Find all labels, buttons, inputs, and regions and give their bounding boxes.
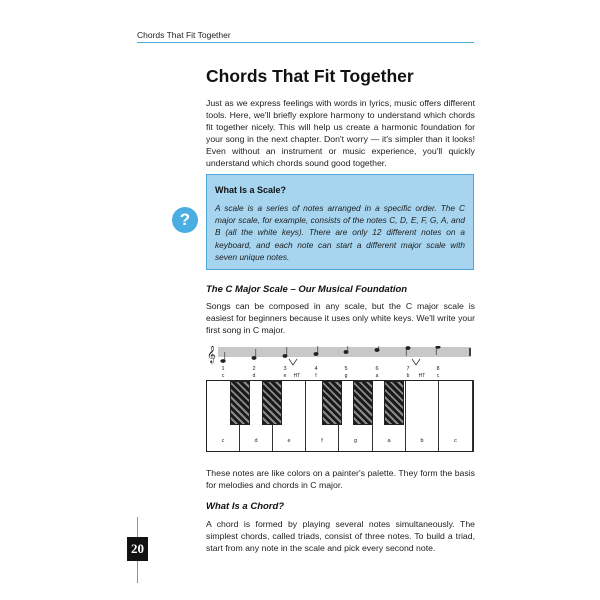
running-head: Chords That Fit Together [137,30,231,40]
intro-paragraph: Just as we express feelings with words in lyrics, music offers different tools. Here, we'll briefly explore harmony to understand which chords fit together nicely. This will help us create a harmonic foundation for your song in the next chapter. Don't worry — it's simpler than it looks! Even without an instrument or music experience, you'll quickly understand which chords sound good together. [206,98,475,168]
scale-box-text: A scale is a series of notes arranged in a specific order. The C major scale, for example, consists of the notes C, D, E, F, G, A, and B (all the white keys). There are only 12 different notes on a keyboard, and each note can start a different major scale with seven unique notes. [215,203,465,262]
note-b [406,347,410,350]
key-label-a: a [387,438,391,444]
white-key-b [406,381,439,451]
degree-4: 4 [314,366,318,372]
piano-keyboard [206,380,474,452]
half-tone-label-2: HT [418,373,426,379]
black-key-g-sharp [353,381,373,425]
note-name-b: b [406,373,410,379]
note-name-e: e [283,373,287,379]
note-d [252,357,256,360]
note-a [375,349,379,352]
key-label-high-c: c [454,438,457,444]
half-tone-label-1: HT [293,373,301,379]
scale-box-title: What Is a Scale? [215,185,287,195]
section-heading-c-major: The C Major Scale – Our Musical Foundation [206,284,408,295]
key-label-f: f [321,438,323,444]
degree-2: 2 [252,366,256,372]
half-tone-marker-e-f [289,359,297,365]
key-label-c: c [221,438,225,444]
black-key-d-sharp [262,381,282,425]
treble-clef: 𝄞 [207,346,216,363]
black-key-f-sharp [322,381,342,425]
note-name-d: d [252,373,256,379]
note-high-c [436,346,440,348]
note-name-f: f [315,373,317,379]
degree-7: 7 [406,366,410,372]
degree-6: 6 [375,366,379,372]
degree-3: 3 [283,366,287,372]
key-label-d: d [254,438,258,444]
header-rule [137,42,474,43]
degree-1: 1 [221,366,225,372]
white-key-high-c [439,381,473,451]
page-title: Chords That Fit Together [206,66,414,86]
black-key-a-sharp [384,381,404,425]
note-name-high-c: c [436,373,440,379]
page-number: 20 [127,537,148,561]
palette-caption: These notes are like colors on a painter's palette. They form the basis for melodies and chords in C major. [206,468,475,490]
music-staff [206,346,474,380]
section-heading-chord: What Is a Chord? [206,501,285,512]
note-name-g: g [344,373,348,379]
half-tone-marker-b-c [412,359,420,365]
key-label-b: b [420,438,424,444]
black-key-c-sharp [230,381,250,425]
note-e [283,355,287,358]
scale-info-box [206,174,474,270]
chord-paragraph: A chord is formed by playing several notes simultaneously. The simplest chords, called triads, consist of three notes. To build a triad, start from any note in the scale and pick every second note. [206,519,475,553]
key-label-e: e [287,438,291,444]
question-mark-glyph: ? [179,210,191,229]
question-mark-icon [172,207,198,233]
note-g [344,351,348,354]
note-name-c: c [221,373,225,379]
degree-5: 5 [344,366,348,372]
note-name-a: a [375,373,379,379]
note-f [314,353,318,356]
degree-8: 8 [436,366,440,372]
key-label-g: g [353,438,358,444]
c-major-paragraph: Songs can be composed in any scale, but the C major scale is easiest for beginners because it uses only white keys. We'll write your first song in C major. [206,301,475,335]
